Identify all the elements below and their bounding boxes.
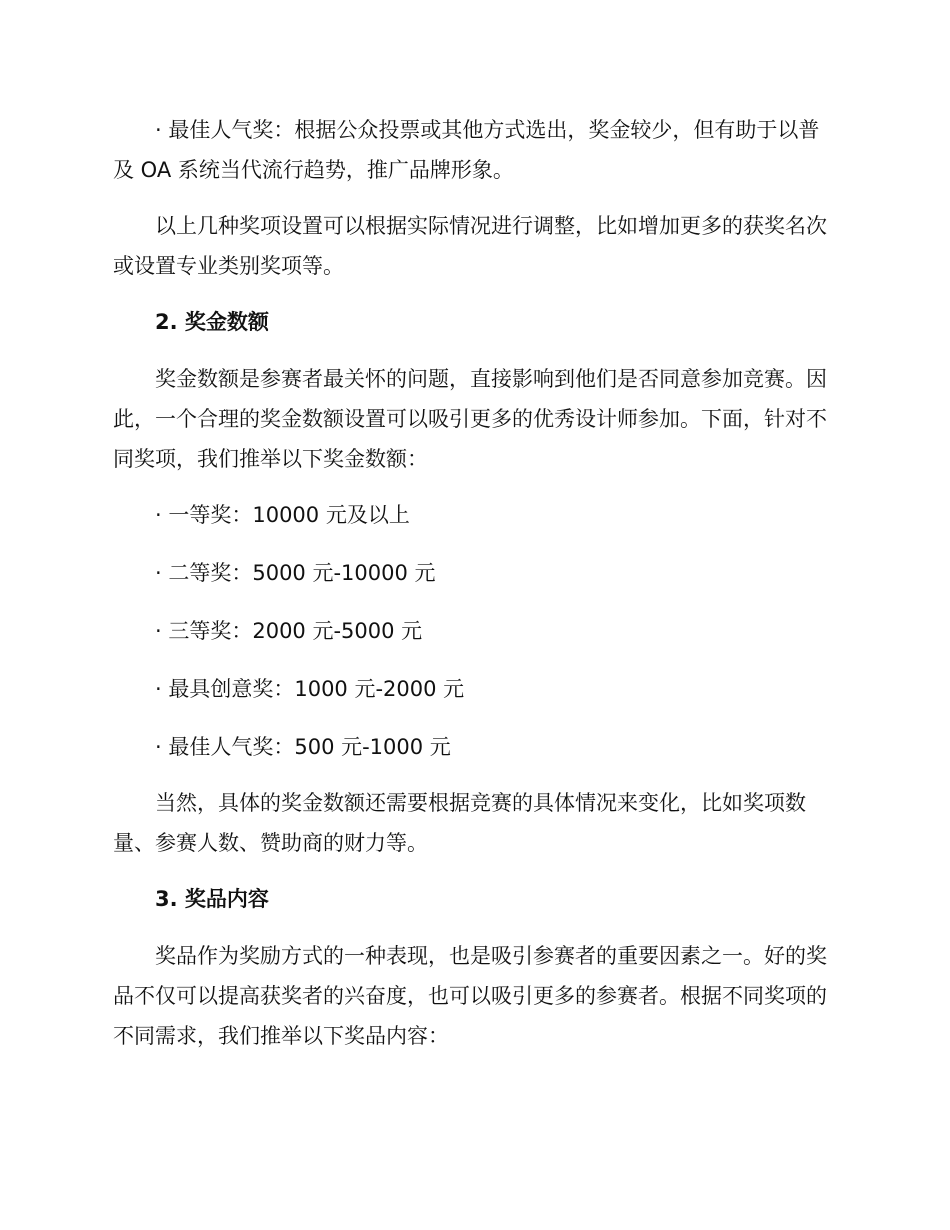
prize-amount-note-paragraph: 当然，具体的奖金数额还需要根据竞赛的具体情况来变化，比如奖项数量、参赛人数、赞助商的财力等。 — [113, 791, 806, 855]
section-heading-prize-amount: 2. 奖金数额 — [155, 310, 269, 334]
section-heading-prize-content: 3. 奖品内容 — [155, 887, 269, 911]
bullet-second-prize: · 二等奖：5000 元-10000 元 — [155, 561, 436, 585]
bullet-first-prize: · 一等奖：10000 元及以上 — [155, 503, 410, 527]
popularity-award-paragraph: · 最佳人气奖：根据公众投票或其他方式选出，奖金较少，但有助于以普及 OA 系统当代流行趋势，推广品牌形象。 — [113, 118, 820, 182]
adjustment-paragraph: 以上几种奖项设置可以根据实际情况进行调整，比如增加更多的获奖名次或设置专业类别奖项等。 — [113, 214, 827, 278]
prize-content-intro-paragraph: 奖品作为奖励方式的一种表现，也是吸引参赛者的重要因素之一。好的奖品不仅可以提高获奖者的兴奋度，也可以吸引更多的参赛者。根据不同奖项的不同需求，我们推举以下奖品内容： — [113, 944, 827, 1048]
bullet-popularity-prize: · 最佳人气奖：500 元-1000 元 — [155, 735, 451, 759]
prize-amount-intro-paragraph: 奖金数额是参赛者最关怀的问题，直接影响到他们是否同意参加竞赛。因此，一个合理的奖金数额设置可以吸引更多的优秀设计师参加。下面，针对不同奖项，我们推举以下奖金数额： — [113, 367, 827, 471]
document-body — [113, 110, 835, 1072]
bullet-creative-prize: · 最具创意奖：1000 元-2000 元 — [155, 677, 465, 701]
bullet-third-prize: · 三等奖：2000 元-5000 元 — [155, 619, 423, 643]
